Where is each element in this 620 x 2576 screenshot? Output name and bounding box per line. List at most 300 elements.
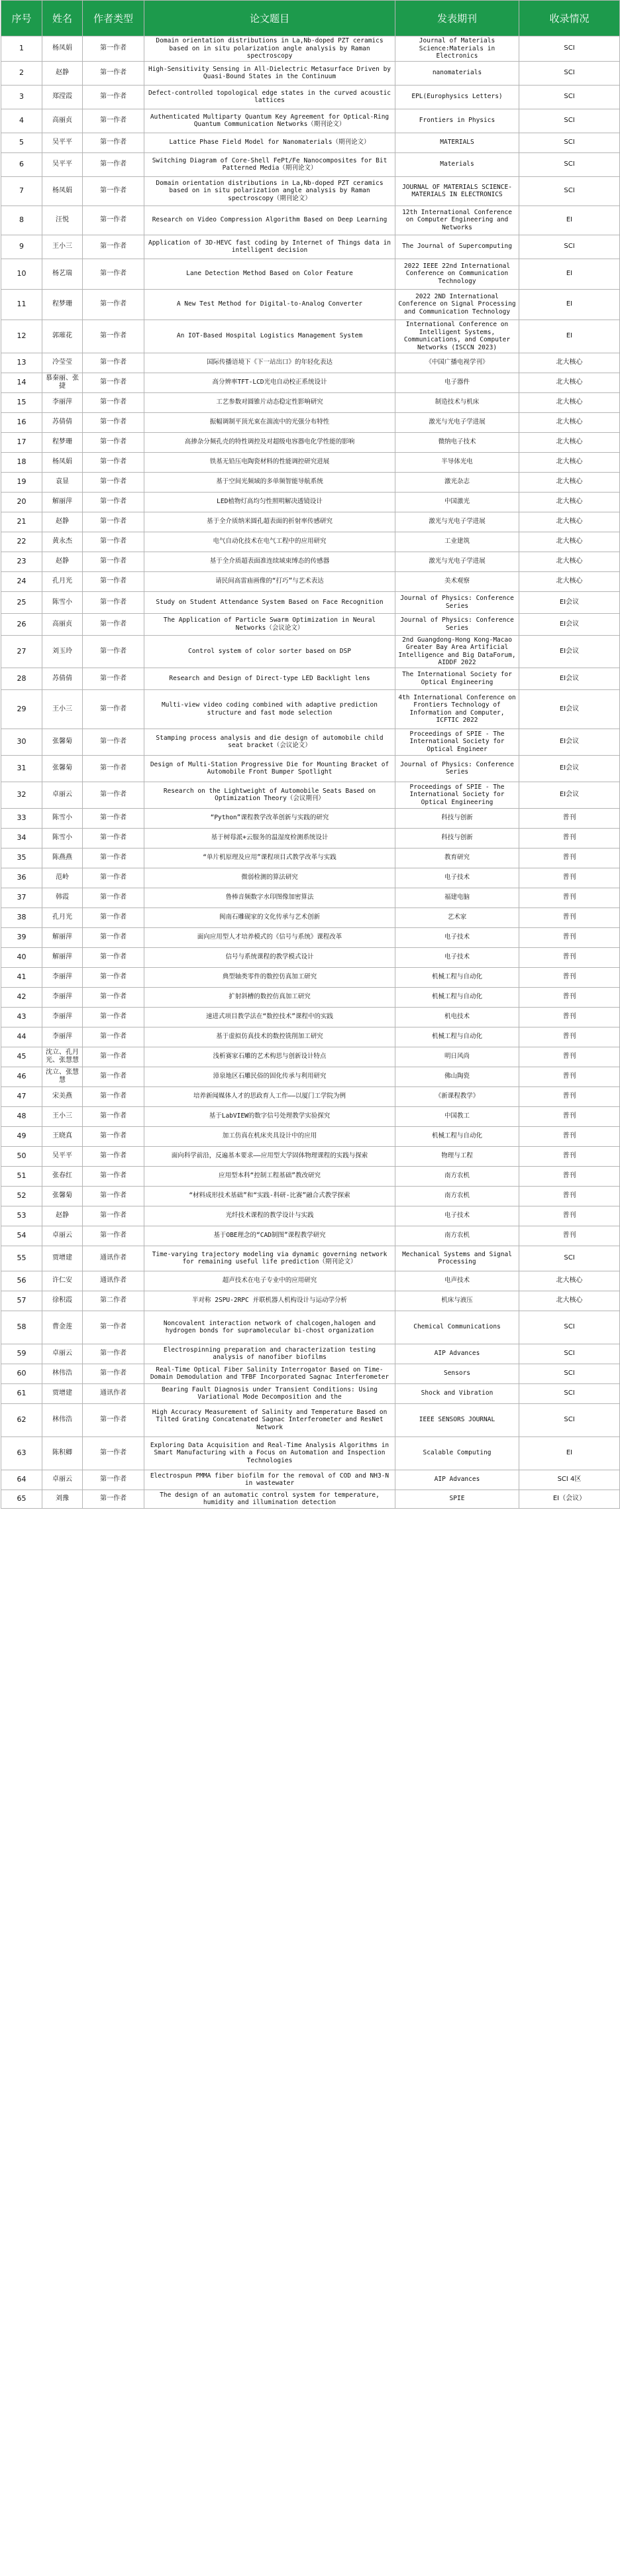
author-name-cell: 高丽贞 — [42, 109, 83, 133]
table-row — [1, 1106, 620, 1126]
journal-cell: AIP Advances — [395, 1470, 519, 1490]
indexing-cell: SCI — [519, 109, 620, 133]
table-row — [1, 635, 620, 668]
paper-title-cell: Time-varying trajectory modeling via dynamic governing network for remaining useful life prediction（期刊论文） — [144, 1246, 395, 1271]
author-type-cell: 第一作者 — [83, 235, 144, 259]
indexing-cell: 普刊 — [519, 1106, 620, 1126]
table-row — [1, 947, 620, 967]
journal-cell: 机械工程与自动化 — [395, 1027, 519, 1047]
author-type-cell: 第一作者 — [83, 888, 144, 907]
journal-cell: Scalable Computing — [395, 1436, 519, 1470]
indexing-cell: 北大核心 — [519, 353, 620, 373]
table-row — [1, 432, 620, 452]
seq-cell: 17 — [1, 432, 42, 452]
author-type-cell: 第一作者 — [83, 828, 144, 848]
seq-cell: 47 — [1, 1086, 42, 1106]
journal-cell: Shock and Vibration — [395, 1383, 519, 1403]
author-name-cell: 贾增建 — [42, 1383, 83, 1403]
author-name-cell: 黄永杰 — [42, 532, 83, 552]
author-name-cell: 程梦珊 — [42, 432, 83, 452]
author-type-cell: 第一作者 — [83, 1027, 144, 1047]
author-name-cell: 苏倩倩 — [42, 668, 83, 689]
author-name-cell: 陈积卿 — [42, 1436, 83, 1470]
author-type-cell: 通讯作者 — [83, 1383, 144, 1403]
indexing-cell: SCI — [519, 61, 620, 85]
author-type-cell: 第一作者 — [83, 512, 144, 532]
paper-title-cell: 国际传播语境下《下一站出口》的年轻化表达 — [144, 353, 395, 373]
author-name-cell: 陈燕燕 — [42, 848, 83, 868]
author-name-cell: 王小三 — [42, 1106, 83, 1126]
table-row — [1, 848, 620, 868]
author-name-cell: 曹金莲 — [42, 1311, 83, 1344]
paper-title-cell: 半对称 2SPU-2RPC 并联机器人机构设计与运动学分析 — [144, 1291, 395, 1311]
author-type-cell: 第一作者 — [83, 109, 144, 133]
author-name-cell: 陈雪小 — [42, 808, 83, 828]
journal-cell: Journal of Materials Science:Materials in Electronics — [395, 36, 519, 62]
seq-cell: 20 — [1, 492, 42, 512]
seq-cell: 45 — [1, 1047, 42, 1067]
paper-title-cell: Exploring Data Acquisition and Real-Time Analysis Algorithms in Smart Manufacturing with a Focus on Automation and Inspection Technologies — [144, 1436, 395, 1470]
paper-title-cell: “单片机原理及应用”课程项目式教学改革与实践 — [144, 848, 395, 868]
author-name-cell: 沈立、张慧慧 — [42, 1067, 83, 1086]
indexing-cell: EI会议 — [519, 591, 620, 613]
indexing-cell: EI会议 — [519, 635, 620, 668]
seq-cell: 26 — [1, 613, 42, 635]
indexing-cell: 北大核心 — [519, 552, 620, 571]
indexing-cell: 普刊 — [519, 1226, 620, 1246]
seq-cell: 28 — [1, 668, 42, 689]
author-name-cell: 李丽萍 — [42, 1027, 83, 1047]
journal-cell: EPL(Europhysics Letters) — [395, 85, 519, 109]
header-paper-title: 论文题目 — [144, 1, 395, 36]
seq-cell: 5 — [1, 133, 42, 152]
journal-cell: 电子技术 — [395, 1206, 519, 1226]
paper-title-cell: 光纤技术课程的教学设计与实践 — [144, 1206, 395, 1226]
seq-cell: 21 — [1, 512, 42, 532]
author-type-cell: 第一作者 — [83, 205, 144, 235]
table-row — [1, 176, 620, 205]
author-name-cell: 冷莹莹 — [42, 353, 83, 373]
author-type-cell: 第一作者 — [83, 1106, 144, 1126]
seq-cell: 18 — [1, 452, 42, 472]
paper-title-cell: 基于全介质纳米圆孔超表面的折射率传感研究 — [144, 512, 395, 532]
author-type-cell: 第一作者 — [83, 868, 144, 888]
seq-cell: 35 — [1, 848, 42, 868]
author-type-cell: 第一作者 — [83, 635, 144, 668]
author-name-cell: 赵静 — [42, 552, 83, 571]
author-type-cell: 第一作者 — [83, 591, 144, 613]
indexing-cell: EI会议 — [519, 668, 620, 689]
indexing-cell: 普刊 — [519, 1166, 620, 1186]
paper-title-cell: Electrospinning preparation and characterization testing analysis of nanofiber biofilms — [144, 1344, 395, 1364]
paper-title-cell: Control system of color sorter based on DSP — [144, 635, 395, 668]
author-type-cell: 第一作者 — [83, 689, 144, 729]
author-name-cell: 卓丽云 — [42, 1344, 83, 1364]
paper-title-cell: 电气自动化技术在电气工程中的应用研究 — [144, 532, 395, 552]
table-row — [1, 1226, 620, 1246]
author-type-cell: 第一作者 — [83, 432, 144, 452]
seq-cell: 44 — [1, 1027, 42, 1047]
paper-title-cell: Domain orientation distributions in La,Nb-doped PZT ceramics based on in situ polarization angle analysis by Raman spectroscopy（期刊论文） — [144, 176, 395, 205]
author-name-cell: 赵静 — [42, 512, 83, 532]
table-row — [1, 907, 620, 927]
author-name-cell: 张馨菊 — [42, 1186, 83, 1206]
journal-cell: 明日风尚 — [395, 1047, 519, 1067]
paper-title-cell: 鲁棒音频数字水印图像加密算法 — [144, 888, 395, 907]
paper-title-cell: An IOT-Based Hospital Logistics Management System — [144, 320, 395, 353]
journal-cell: 美术观察 — [395, 571, 519, 591]
seq-cell: 42 — [1, 987, 42, 1007]
paper-title-cell: Stamping process analysis and die design of automobile child seat bracket（会议论文） — [144, 729, 395, 755]
seq-cell: 13 — [1, 353, 42, 373]
indexing-cell: 北大核心 — [519, 452, 620, 472]
indexing-cell: 北大核心 — [519, 373, 620, 392]
author-type-cell: 第一作者 — [83, 1344, 144, 1364]
journal-cell: The International Society for Optical Engineering — [395, 668, 519, 689]
author-name-cell: 袁显 — [42, 472, 83, 492]
paper-title-cell: Research and Design of Direct-type LED Backlight lens — [144, 668, 395, 689]
table-row — [1, 36, 620, 62]
table-row — [1, 1047, 620, 1067]
table-row — [1, 392, 620, 412]
paper-title-cell: 微弱检测的算法研究 — [144, 868, 395, 888]
table-row — [1, 1027, 620, 1047]
author-name-cell: 徐积霞 — [42, 1291, 83, 1311]
author-name-cell: 吴平平 — [42, 152, 83, 176]
author-type-cell: 第一作者 — [83, 927, 144, 947]
seq-cell: 11 — [1, 289, 42, 320]
paper-title-cell: 超声技术在电子专业中的应用研究 — [144, 1271, 395, 1291]
journal-cell: 机械工程与自动化 — [395, 1126, 519, 1146]
author-name-cell: 赵静 — [42, 1206, 83, 1226]
seq-cell: 52 — [1, 1186, 42, 1206]
paper-title-cell: 漳泉地区石雕民俗的固化传承与利用研究 — [144, 1067, 395, 1086]
indexing-cell: 普刊 — [519, 1086, 620, 1106]
author-name-cell: 汪悦 — [42, 205, 83, 235]
author-type-cell: 第一作者 — [83, 1206, 144, 1226]
table-row — [1, 552, 620, 571]
journal-cell: 工业建筑 — [395, 532, 519, 552]
table-row — [1, 532, 620, 552]
paper-title-cell: 应用型本科“控制工程基础”教改研究 — [144, 1166, 395, 1186]
table-row — [1, 109, 620, 133]
seq-cell: 63 — [1, 1436, 42, 1470]
author-name-cell: 吴平平 — [42, 1146, 83, 1166]
seq-cell: 19 — [1, 472, 42, 492]
paper-title-cell: Lane Detection Method Based on Color Feature — [144, 259, 395, 289]
table-row — [1, 1146, 620, 1166]
author-name-cell: 吴平平 — [42, 133, 83, 152]
seq-cell: 41 — [1, 967, 42, 987]
seq-cell: 46 — [1, 1067, 42, 1086]
indexing-cell: EI — [519, 1436, 620, 1470]
author-type-cell: 通讯作者 — [83, 1271, 144, 1291]
indexing-cell: 普刊 — [519, 1047, 620, 1067]
table-row — [1, 782, 620, 808]
indexing-cell: 普刊 — [519, 848, 620, 868]
author-type-cell: 第一作者 — [83, 320, 144, 353]
author-type-cell: 第一作者 — [83, 392, 144, 412]
author-type-cell: 第一作者 — [83, 967, 144, 987]
author-type-cell: 第一作者 — [83, 613, 144, 635]
seq-cell: 15 — [1, 392, 42, 412]
table-row — [1, 1246, 620, 1271]
seq-cell: 2 — [1, 61, 42, 85]
author-type-cell: 第一作者 — [83, 1364, 144, 1383]
table-row — [1, 1126, 620, 1146]
indexing-cell: SCI — [519, 176, 620, 205]
journal-cell: 激光杂志 — [395, 472, 519, 492]
paper-title-cell: 加工仿真在机床夹具设计中的应用 — [144, 1126, 395, 1146]
indexing-cell: SCI 4区 — [519, 1470, 620, 1490]
table-row — [1, 1490, 620, 1508]
journal-cell: 教育研究 — [395, 848, 519, 868]
author-type-cell: 第一作者 — [83, 848, 144, 868]
journal-cell: nanomaterials — [395, 61, 519, 85]
author-type-cell: 第一作者 — [83, 133, 144, 152]
seq-cell: 8 — [1, 205, 42, 235]
paper-title-cell: Noncovalent interaction network of chalcogen,halogen and hydrogen bonds for supramolecular bi-chost organization — [144, 1311, 395, 1344]
table-row — [1, 320, 620, 353]
author-name-cell: 杨凤娟 — [42, 176, 83, 205]
author-type-cell: 第一作者 — [83, 1311, 144, 1344]
author-name-cell: 王小三 — [42, 689, 83, 729]
table-row — [1, 512, 620, 532]
author-type-cell: 第一作者 — [83, 668, 144, 689]
author-type-cell: 第一作者 — [83, 1470, 144, 1490]
paper-title-cell: 信号与系统课程的教学模式设计 — [144, 947, 395, 967]
header-indexing: 收录情况 — [519, 1, 620, 36]
indexing-cell: EI — [519, 289, 620, 320]
author-name-cell: 孔月光 — [42, 907, 83, 927]
paper-title-cell: Electrospun PMMA fiber biofilm for the removal of COD and NH3-N in wastewater — [144, 1470, 395, 1490]
paper-title-cell: 基于LabVIEW的数字信号处理教学实验探究 — [144, 1106, 395, 1126]
indexing-cell: EI会议 — [519, 613, 620, 635]
journal-cell: Journal of Physics: Conference Series — [395, 755, 519, 782]
journal-cell: 制造技术与机床 — [395, 392, 519, 412]
author-name-cell: 李丽萍 — [42, 392, 83, 412]
journal-cell: 激光与光电子学进展 — [395, 412, 519, 432]
table-row — [1, 591, 620, 613]
seq-cell: 49 — [1, 1126, 42, 1146]
indexing-cell: 普刊 — [519, 987, 620, 1007]
author-type-cell: 第一作者 — [83, 1126, 144, 1146]
table-row — [1, 1007, 620, 1027]
table-row — [1, 1271, 620, 1291]
seq-cell: 24 — [1, 571, 42, 591]
journal-cell: Sensors — [395, 1364, 519, 1383]
seq-cell: 22 — [1, 532, 42, 552]
table-row — [1, 1403, 620, 1436]
table-row — [1, 613, 620, 635]
author-type-cell: 第一作者 — [83, 1226, 144, 1246]
table-row — [1, 1206, 620, 1226]
table-row — [1, 987, 620, 1007]
indexing-cell: SCI — [519, 36, 620, 62]
journal-cell: 机械工程与自动化 — [395, 967, 519, 987]
indexing-cell: 北大核心 — [519, 1271, 620, 1291]
author-name-cell: 李丽萍 — [42, 1007, 83, 1027]
seq-cell: 61 — [1, 1383, 42, 1403]
table-row — [1, 888, 620, 907]
journal-cell: Materials — [395, 152, 519, 176]
seq-cell: 53 — [1, 1206, 42, 1226]
author-type-cell: 第一作者 — [83, 1403, 144, 1436]
author-type-cell: 第一作者 — [83, 1490, 144, 1508]
author-type-cell: 第一作者 — [83, 492, 144, 512]
table-row — [1, 1067, 620, 1086]
paper-title-cell: 基于树莓派+云服务的温湿度检测系统设计 — [144, 828, 395, 848]
journal-cell: 《新课程教学》 — [395, 1086, 519, 1106]
indexing-cell: 北大核心 — [519, 512, 620, 532]
author-type-cell: 第一作者 — [83, 947, 144, 967]
paper-title-cell: Authenticated Multiparty Quantum Key Agreement for Optical-Ring Quantum Communication Networks（期刊论文） — [144, 109, 395, 133]
journal-cell: 激光与光电子学进展 — [395, 552, 519, 571]
journal-cell: SPIE — [395, 1490, 519, 1508]
table-row — [1, 152, 620, 176]
journal-cell: 南方农机 — [395, 1186, 519, 1206]
table-row — [1, 967, 620, 987]
author-type-cell: 第一作者 — [83, 152, 144, 176]
journal-cell: International Conference on Intelligent Systems, Communications, and Computer Networks (ISCCN 2023) — [395, 320, 519, 353]
table-row — [1, 205, 620, 235]
paper-title-cell: 基于空间光频域的多单频智能导航系统 — [144, 472, 395, 492]
indexing-cell: SCI — [519, 1311, 620, 1344]
table-row — [1, 1186, 620, 1206]
journal-cell: Chemical Communications — [395, 1311, 519, 1344]
journal-cell: 机电技术 — [395, 1007, 519, 1027]
author-type-cell: 第一作者 — [83, 571, 144, 591]
table-row — [1, 828, 620, 848]
paper-title-cell: 面向应用型人才培养模式的《信号与系统》课程改革 — [144, 927, 395, 947]
journal-cell: 电子技术 — [395, 947, 519, 967]
table-row — [1, 472, 620, 492]
indexing-cell: SCI — [519, 1403, 620, 1436]
author-type-cell: 第一作者 — [83, 452, 144, 472]
author-type-cell: 第一作者 — [83, 36, 144, 62]
indexing-cell: 普刊 — [519, 947, 620, 967]
author-name-cell: 李丽萍 — [42, 967, 83, 987]
author-type-cell: 第一作者 — [83, 987, 144, 1007]
paper-title-cell: Research on the Lightweight of Automobile Seats Based on Optimization Theory（会议期刊） — [144, 782, 395, 808]
author-type-cell: 第一作者 — [83, 1146, 144, 1166]
indexing-cell: EI — [519, 205, 620, 235]
author-name-cell: 韩霞 — [42, 888, 83, 907]
seq-cell: 38 — [1, 907, 42, 927]
table-row — [1, 1364, 620, 1383]
paper-title-cell: 工艺参数对圆锥片动态稳定性影响研究 — [144, 392, 395, 412]
table-row — [1, 373, 620, 392]
paper-title-cell: 扩射斜槽的数控仿真加工研究 — [144, 987, 395, 1007]
indexing-cell: 普刊 — [519, 868, 620, 888]
journal-cell: Journal of Physics: Conference Series — [395, 613, 519, 635]
table-row — [1, 1436, 620, 1470]
author-type-cell: 第一作者 — [83, 1086, 144, 1106]
author-name-cell: 解丽萍 — [42, 947, 83, 967]
author-name-cell: 刘豫 — [42, 1490, 83, 1508]
journal-cell: 福建电脑 — [395, 888, 519, 907]
header-author-type: 作者类型 — [83, 1, 144, 36]
author-name-cell: 贾增建 — [42, 1246, 83, 1271]
journal-cell: 中国教工 — [395, 1106, 519, 1126]
seq-cell: 55 — [1, 1246, 42, 1271]
paper-title-cell: “Python”课程教学改革创新与实践的研究 — [144, 808, 395, 828]
paper-title-cell: 请民间高雷庙画像的“打巧”与艺术表达 — [144, 571, 395, 591]
author-name-cell: 沈立、孔月光、张慧慧 — [42, 1047, 83, 1067]
paper-title-cell: 面向科学前沿，反遍基本要求——应用型大学固体物理课程的实践与探索 — [144, 1146, 395, 1166]
seq-cell: 1 — [1, 36, 42, 62]
author-type-cell: 第一作者 — [83, 412, 144, 432]
journal-cell: The Journal of Supercomputing — [395, 235, 519, 259]
journal-cell: 2022 2ND International Conference on Signal Processing and Communication Technology — [395, 289, 519, 320]
indexing-cell: SCI — [519, 235, 620, 259]
indexing-cell: EI — [519, 320, 620, 353]
indexing-cell: 普刊 — [519, 1007, 620, 1027]
indexing-cell: 普刊 — [519, 1067, 620, 1086]
table-row — [1, 1291, 620, 1311]
indexing-cell: 北大核心 — [519, 412, 620, 432]
seq-cell: 40 — [1, 947, 42, 967]
table-row — [1, 689, 620, 729]
journal-cell: 2nd Guangdong-Hong Kong-Macao Greater Bay Area Artificial Intelligence and Big DataForum, AIDDF 2022 — [395, 635, 519, 668]
author-type-cell: 第一作者 — [83, 373, 144, 392]
indexing-cell: EI会议 — [519, 782, 620, 808]
table-row — [1, 289, 620, 320]
journal-cell: MATERIALS — [395, 133, 519, 152]
seq-cell: 37 — [1, 888, 42, 907]
author-name-cell: 孔月光 — [42, 571, 83, 591]
table-row — [1, 808, 620, 828]
paper-title-cell: Switching Diagram of Core-Shell FePt/Fe Nanocomposites for Bit Patterned Media（期刊论文） — [144, 152, 395, 176]
author-name-cell: 解丽萍 — [42, 492, 83, 512]
seq-cell: 51 — [1, 1166, 42, 1186]
author-name-cell: 陈雪小 — [42, 828, 83, 848]
author-name-cell: 郭璀花 — [42, 320, 83, 353]
publication-table — [1, 0, 620, 1509]
journal-cell: Journal of Physics: Conference Series — [395, 591, 519, 613]
author-name-cell: 林伟浩 — [42, 1403, 83, 1436]
table-row — [1, 412, 620, 432]
seq-cell: 10 — [1, 259, 42, 289]
paper-title-cell: A New Test Method for Digital-to-Analog Converter — [144, 289, 395, 320]
indexing-cell: 普刊 — [519, 967, 620, 987]
author-type-cell: 第一作者 — [83, 472, 144, 492]
indexing-cell: SCI — [519, 1383, 620, 1403]
seq-cell: 50 — [1, 1146, 42, 1166]
journal-cell: 佛山陶瓷 — [395, 1067, 519, 1086]
seq-cell: 16 — [1, 412, 42, 432]
table-row — [1, 868, 620, 888]
paper-title-cell: 高掺杂分频孔壳的特性调控及对超级电容器电化学性能的影响 — [144, 432, 395, 452]
seq-cell: 25 — [1, 591, 42, 613]
indexing-cell: SCI — [519, 152, 620, 176]
seq-cell: 60 — [1, 1364, 42, 1383]
indexing-cell: 北大核心 — [519, 432, 620, 452]
paper-title-cell: The Application of Particle Swarm Optimization in Neural Networks（会议论文） — [144, 613, 395, 635]
author-name-cell: 卓丽云 — [42, 782, 83, 808]
author-type-cell: 第一作者 — [83, 61, 144, 85]
indexing-cell: EI（会议） — [519, 1490, 620, 1508]
journal-cell: 中国激光 — [395, 492, 519, 512]
author-name-cell: 卓丽云 — [42, 1470, 83, 1490]
paper-title-cell: 闽南石雕砚家的文化传承与艺术创新 — [144, 907, 395, 927]
paper-title-cell: High-Sensitivity Sensing in All-Dielectric Metasurface Driven by Quasi-Bound States in the Continuum — [144, 61, 395, 85]
journal-cell: 激光与光电子学进展 — [395, 512, 519, 532]
journal-cell: 电声技术 — [395, 1271, 519, 1291]
indexing-cell: SCI — [519, 133, 620, 152]
table-row — [1, 452, 620, 472]
indexing-cell: 普刊 — [519, 907, 620, 927]
